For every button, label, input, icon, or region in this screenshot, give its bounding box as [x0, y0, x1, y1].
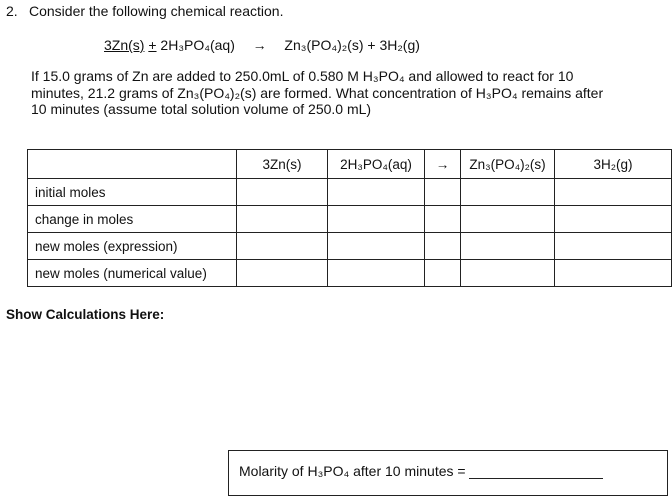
table-cell[interactable] — [461, 233, 555, 260]
equation-plus-2: + — [367, 37, 376, 53]
table-cell — [425, 179, 461, 206]
equation-reactant-zn: 3Zn(s) — [104, 37, 145, 53]
table-cell[interactable] — [555, 233, 672, 260]
table-row — [28, 206, 672, 233]
equation-plus: + — [148, 37, 157, 53]
problem-line-2: minutes, 21.2 grams of Zn₃(PO₄)₂(s) are formed. What concentration of H₃PO₄ remains after — [31, 84, 604, 101]
table-header-cell: Zn₃(PO₄)₂(s) — [461, 150, 555, 179]
table-cell[interactable] — [328, 206, 425, 233]
equation-arrow: → — [252, 37, 267, 53]
problem-statement — [31, 68, 661, 118]
table-cell[interactable] — [328, 233, 425, 260]
equation-product-h2: 3H₂(g) — [379, 37, 420, 53]
table-header-arrow: → — [425, 150, 461, 179]
table-cell[interactable] — [461, 179, 555, 206]
row-label: new moles (expression) — [28, 233, 237, 260]
table-row — [28, 260, 672, 287]
table-cell — [425, 233, 461, 260]
question-number: 2. — [6, 3, 18, 19]
table-cell[interactable] — [461, 206, 555, 233]
equation-product-zn3po42: Zn₃(PO₄)₂(s) — [284, 37, 364, 53]
table-header-cell: 3Zn(s) — [237, 150, 328, 179]
question-text: Consider the following chemical reaction. — [29, 3, 284, 19]
table-cell — [425, 260, 461, 287]
table-cell[interactable] — [555, 179, 672, 206]
table-cell[interactable] — [461, 260, 555, 287]
ice-table — [27, 149, 672, 287]
show-calculations-heading: Show Calculations Here: — [6, 307, 165, 322]
chemical-equation — [104, 37, 420, 53]
table-cell[interactable] — [555, 206, 672, 233]
table-cell — [425, 206, 461, 233]
problem-line-1: If 15.0 grams of Zn are added to 250.0mL of 0.580 M H₃PO₄ and allowed to react for 10 — [31, 68, 574, 84]
answer-blank[interactable] — [469, 478, 603, 479]
equation-reactant-h3po4: 2H₃PO₄(aq) — [160, 37, 235, 53]
answer-label: Molarity of H₃PO₄ after 10 minutes = — [239, 463, 466, 479]
table-header-cell — [28, 150, 237, 179]
answer-box — [228, 450, 668, 496]
row-label: new moles (numerical value) — [28, 260, 237, 287]
table-cell[interactable] — [237, 179, 328, 206]
table-cell[interactable] — [555, 260, 672, 287]
table-header-row — [28, 150, 672, 179]
table-cell[interactable] — [237, 206, 328, 233]
table-cell[interactable] — [328, 179, 425, 206]
table-cell[interactable] — [328, 260, 425, 287]
table-cell[interactable] — [237, 233, 328, 260]
table-cell[interactable] — [237, 260, 328, 287]
row-label: initial moles — [28, 179, 237, 206]
table-row — [28, 179, 672, 206]
table-row — [28, 233, 672, 260]
table-header-cell: 2H₃PO₄(aq) — [328, 150, 425, 179]
problem-line-3: 10 minutes (assume total solution volume of 250.0 mL) — [31, 101, 372, 117]
row-label: change in moles — [28, 206, 237, 233]
table-header-cell: 3H₂(g) — [555, 150, 672, 179]
